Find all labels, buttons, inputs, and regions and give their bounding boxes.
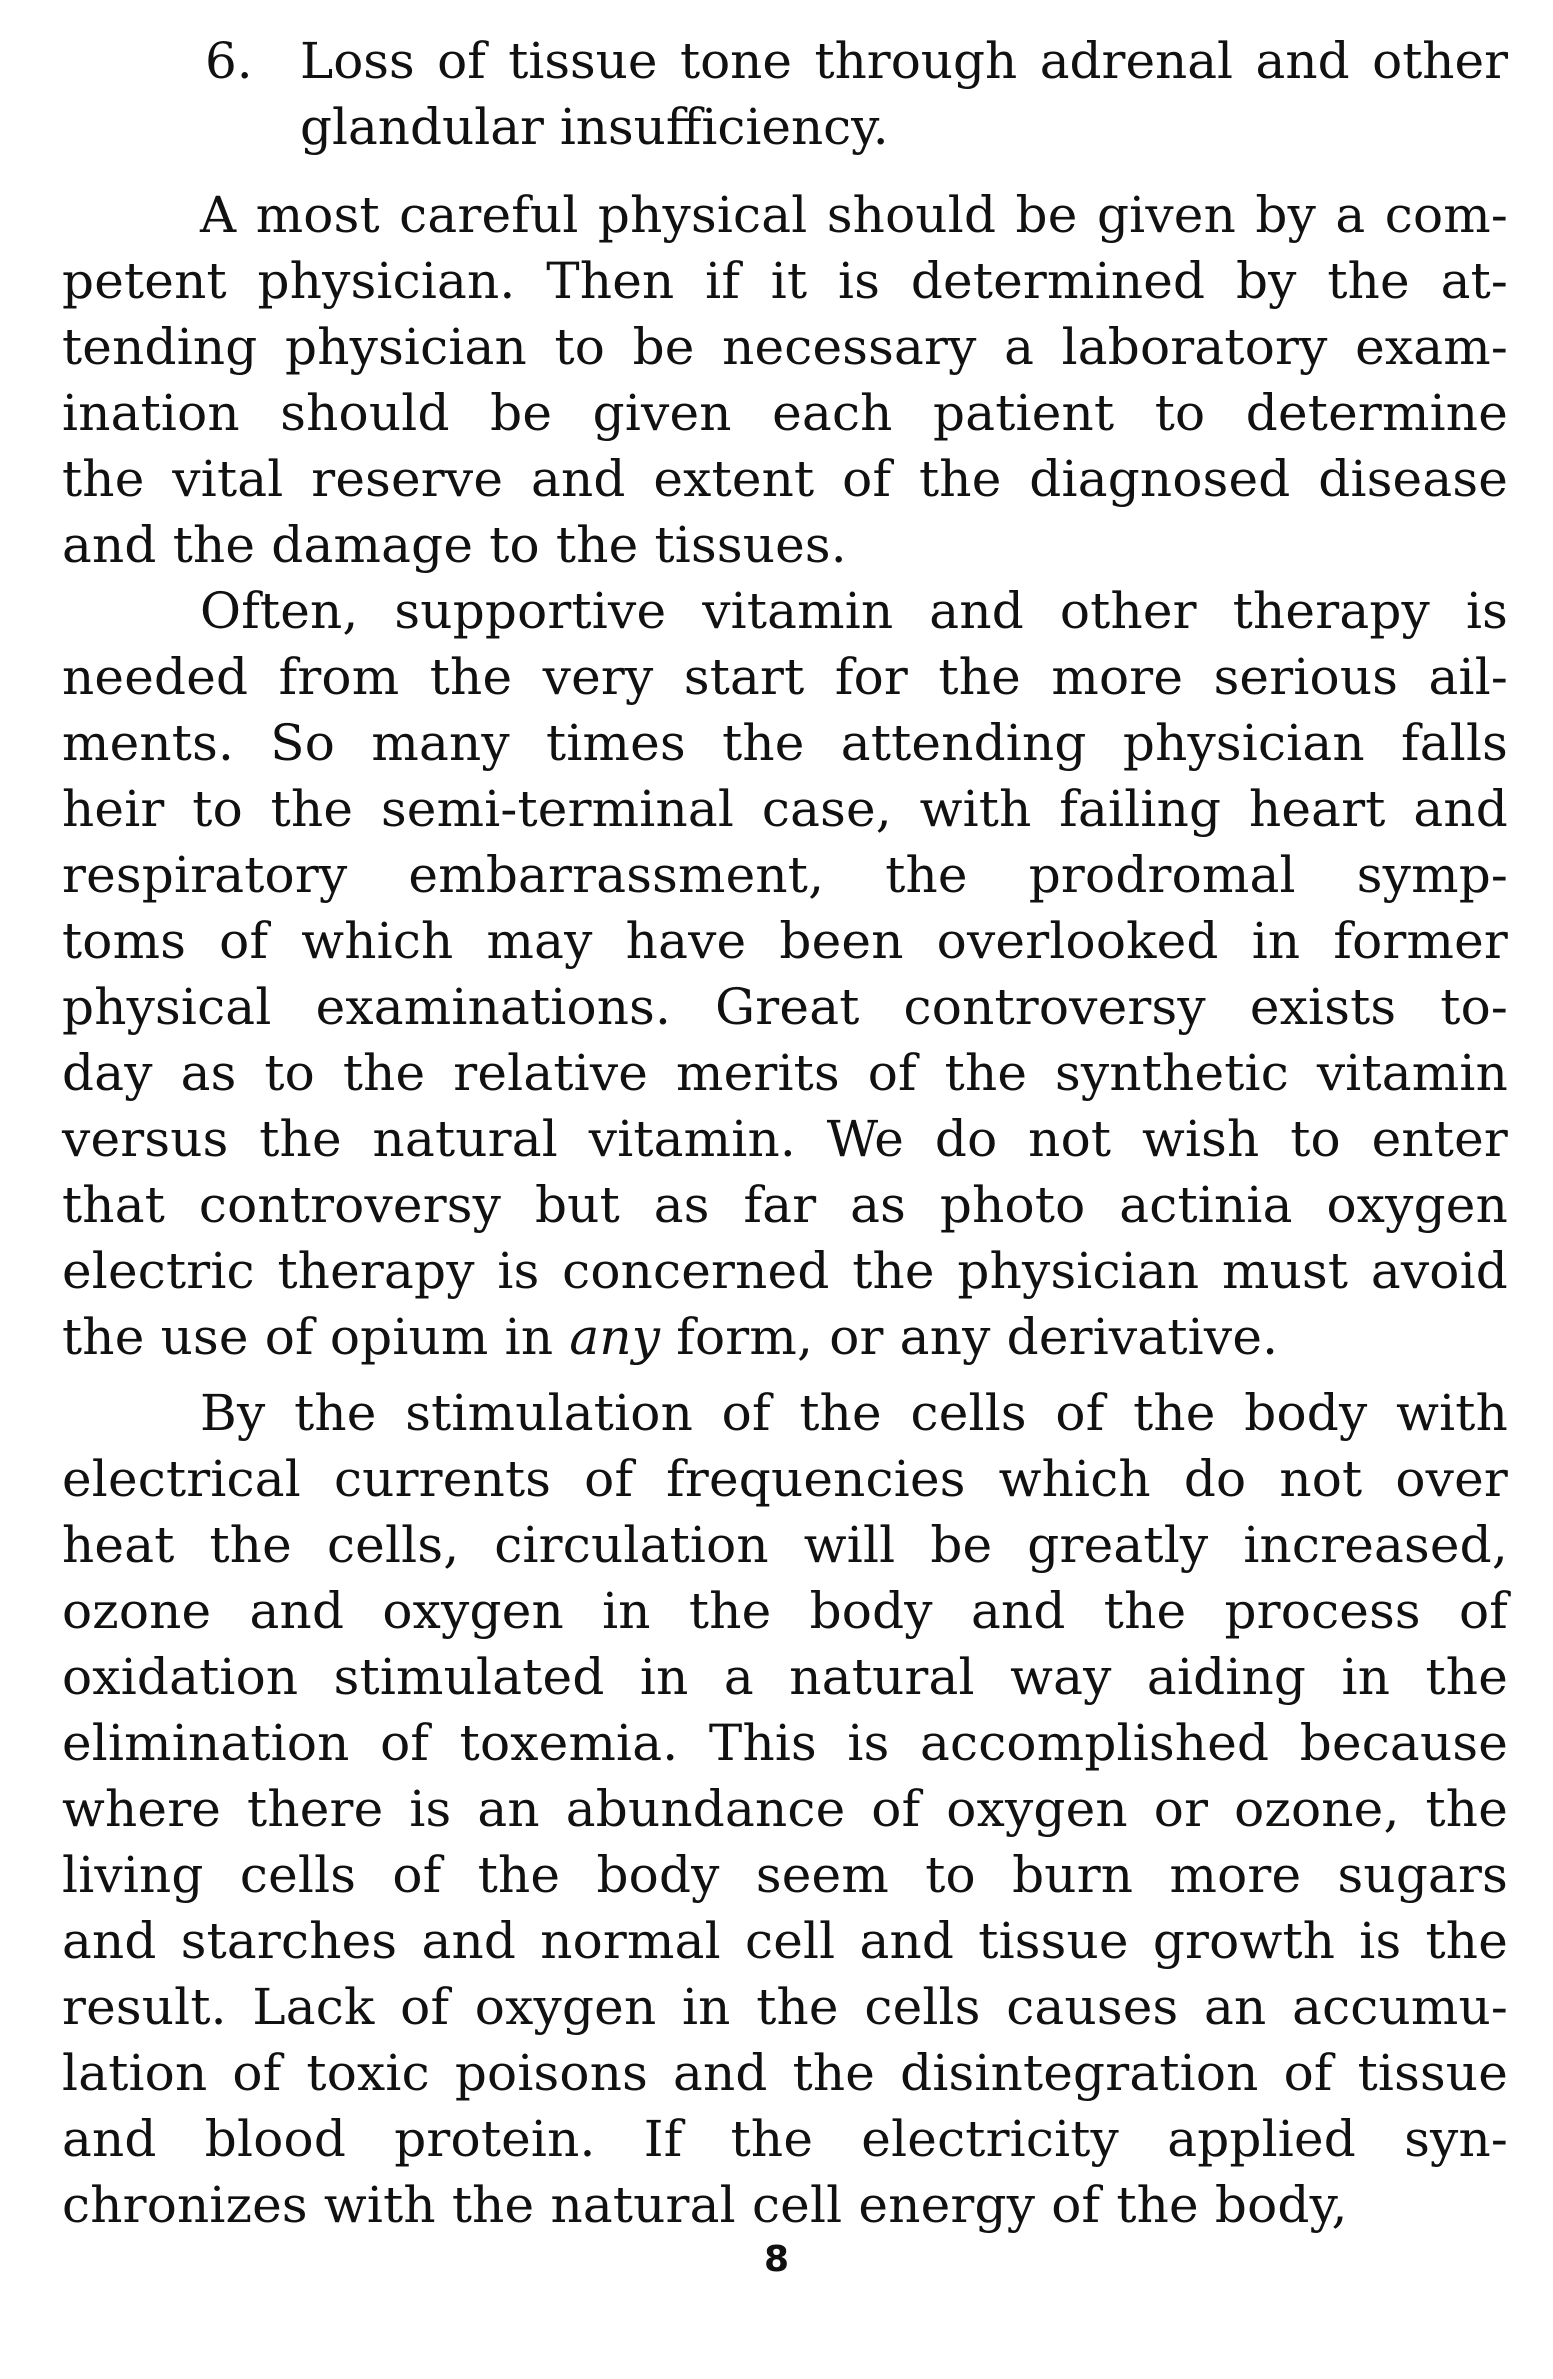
paragraph-1-line: tending physician to be necessary a laboratory exam- <box>62 318 1508 376</box>
paragraph-3-line: lation of toxic poisons and the disintegration of tissue <box>62 2044 1508 2102</box>
paragraph-2-line: needed from the very start for the more serious ail- <box>62 648 1508 706</box>
page-number: 8 <box>763 2239 790 2280</box>
paragraph-1-line: the vital reserve and extent of the diagnosed disease <box>62 450 1508 508</box>
paragraph-1-line: A most careful physical should be given by a com- <box>200 186 1508 244</box>
paragraph-2-last-after: form, or any derivative. <box>660 1308 1279 1366</box>
paragraph-2-line: physical examinations. Great controversy exists to- <box>62 978 1508 1036</box>
paragraph-1-line: and the damage to the tissues. <box>62 516 847 574</box>
paragraph-3-line: elimination of toxemia. This is accomplished because <box>62 1714 1508 1772</box>
paragraph-2-last-line <box>62 1304 1508 1370</box>
paragraph-3-line: ozone and oxygen in the body and the process of <box>62 1582 1508 1640</box>
paragraph-2-line: toms of which may have been overlooked in former <box>62 912 1508 970</box>
paragraph-1-line: petent physician. Then if it is determined by the at- <box>62 252 1508 310</box>
paragraph-3-line: heat the cells, circulation will be greatly increased, <box>62 1516 1508 1574</box>
paragraph-2-line: day as to the relative merits of the synthetic vitamin <box>62 1044 1508 1102</box>
emphasis-any: any <box>569 1308 661 1366</box>
paragraph-1-line: ination should be given each patient to determine <box>62 384 1508 442</box>
list-item-number: 6. <box>205 32 253 90</box>
paragraph-3-line: where there is an abundance of oxygen or ozone, the <box>62 1780 1508 1838</box>
paragraph-2-line: electric therapy is concerned the physician must avoid <box>62 1242 1508 1300</box>
paragraph-2-line: Often, supportive vitamin and other therapy is <box>200 582 1508 640</box>
paragraph-2-last-before: the use of opium in <box>62 1308 570 1366</box>
paragraph-3-line: electrical currents of frequencies which do not over <box>62 1450 1508 1508</box>
paragraph-3-line: oxidation stimulated in a natural way aiding in the <box>62 1648 1508 1706</box>
paragraph-2-line: that controversy but as far as photo actinia oxygen <box>62 1176 1508 1234</box>
paragraph-3-line: and blood protein. If the electricity applied syn- <box>62 2110 1508 2168</box>
paragraph-3-line: living cells of the body seem to burn more sugars <box>62 1846 1508 1904</box>
paragraph-3-line: result. Lack of oxygen in the cells causes an accumu- <box>62 1978 1508 2036</box>
list-item-line: glandular insufficiency. <box>300 98 889 156</box>
paragraph-2-line: versus the natural vitamin. We do not wish to enter <box>62 1110 1508 1168</box>
paragraph-3-line: and starches and normal cell and tissue growth is the <box>62 1912 1508 1970</box>
paragraph-2-line: respiratory embarrassment, the prodromal symp- <box>62 846 1508 904</box>
paragraph-3-line: chronizes with the natural cell energy of the body, <box>62 2176 1348 2234</box>
list-item-line: Loss of tissue tone through adrenal and other <box>300 32 1508 90</box>
paragraph-2-line: heir to the semi-terminal case, with failing heart and <box>62 780 1508 838</box>
paragraph-3-line: By the stimulation of the cells of the body with <box>200 1384 1508 1442</box>
paragraph-2-line: ments. So many times the attending physician falls <box>62 714 1508 772</box>
